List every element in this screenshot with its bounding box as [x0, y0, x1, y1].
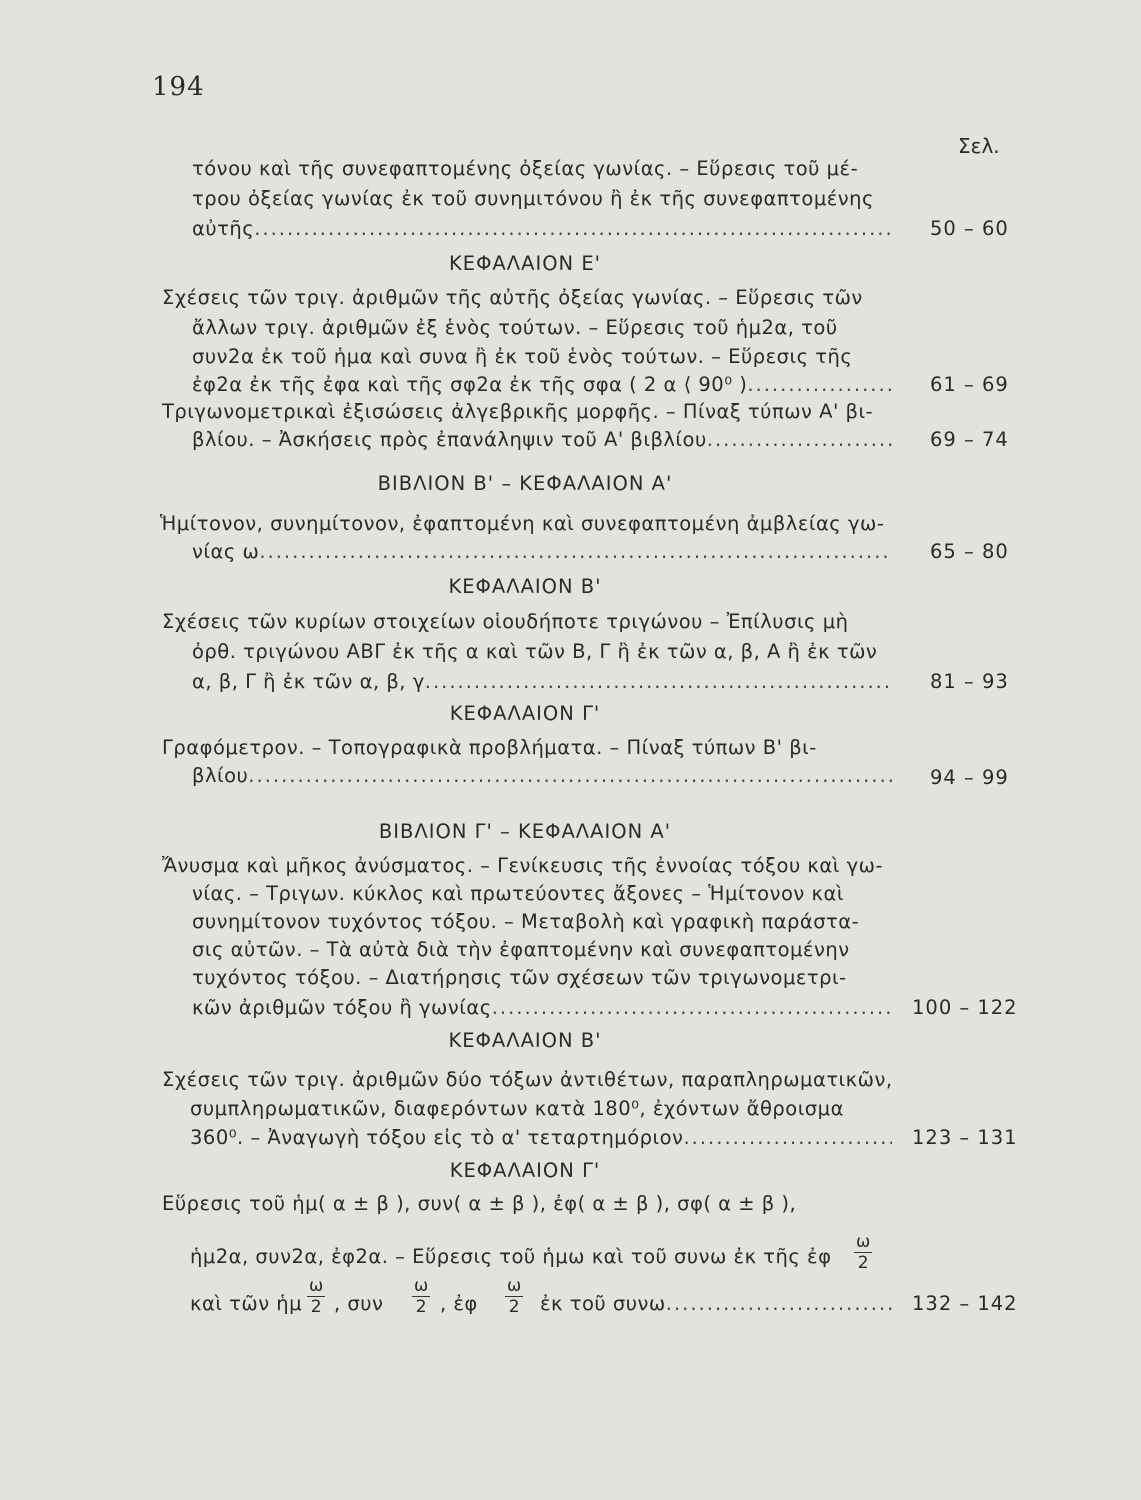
dot-leader [747, 371, 892, 399]
fraction-omega-over-2 [505, 1276, 523, 1317]
fraction-denominator: 2 [310, 1297, 322, 1317]
chapter-heading: ΚΕΦΑΛΑΙΟΝ Β' [448, 1029, 602, 1052]
toc-line: καὶ τῶν ἡμ [190, 1292, 303, 1315]
toc-line [540, 1290, 892, 1318]
fraction-numerator: ω [507, 1276, 522, 1296]
toc-text: α, β, Γ ἢ ἐκ τῶν α, β, γ [192, 670, 425, 693]
page-column-header: Σελ. [958, 134, 1000, 158]
page-number: 194 [152, 72, 205, 102]
toc-line: , ἐφ [440, 1292, 478, 1315]
toc-line: , συν [334, 1292, 384, 1315]
book-heading: ΒΙΒΛΙΟΝ Γ' – ΚΕΦΑΛΑΙΟΝ Α' [378, 820, 672, 843]
toc-line: συμπληρωματικῶν, διαφερόντων κατὰ 180⁰, ἐχόντων ἄθροισμα [190, 1097, 844, 1120]
book-heading: ΒΙΒΛΙΟΝ Β' – ΚΕΦΑΛΑΙΟΝ Α' [377, 472, 673, 495]
toc-line: τόνου καὶ τῆς συνεφαπτομένης ὀξείας γωνίας. – Εὕρεσις τοῦ μέ- [192, 157, 859, 180]
toc-line: Εὕρεσις τοῦ ἡμ( α ± β ), συν( α ± β ), ἐφ( α ± β ), σφ( α ± β ), [162, 1192, 797, 1215]
toc-line: Ἡμίτονον, συνημίτονον, ἐφαπτομένη καὶ συνεφαπτομένη ἀμβλείας γω- [160, 512, 885, 535]
dot-leader [683, 1124, 892, 1152]
toc-line: Τριγωνομετρικαὶ ἐξισώσεις ἀλγεβρικῆς μορφῆς. – Πίναξ τύπων Α' βι- [162, 400, 874, 423]
toc-text: ἐφ2α ἐκ τῆς ἐφα καὶ τῆς σφ2α ἐκ τῆς σφα ( 2 α ⟨ 90⁰ ) [192, 373, 748, 396]
toc-line: τρου ὀξείας γωνίας ἐκ τοῦ συνημιτόνου ἢ ἐκ τῆς συνεφαπτομένης [192, 187, 874, 210]
toc-line: Σχέσεις τῶν τριγ. ἀριθμῶν δύο τόξων ἀντιθέτων, παραπληρωματικῶν, [162, 1068, 893, 1091]
chapter-heading: ΚΕΦΑΛΑΙΟΝ Ε' [448, 252, 602, 275]
fraction-omega-over-2 [307, 1276, 325, 1317]
toc-text: βλίου [192, 764, 249, 787]
toc-line: Γραφόμετρον. – Τοπογραφικὰ προβλήματα. – Πίναξ τύπων Β' βι- [162, 736, 817, 759]
page-range: 65 – 80 [930, 540, 1009, 563]
toc-line: Σχέσεις τῶν τριγ. ἀριθμῶν τῆς αὐτῆς ὀξείας γωνίας. – Εὕρεσις τῶν [162, 286, 863, 309]
dot-leader [425, 668, 892, 696]
toc-line: Ἄνυσμα καὶ μῆκος ἀνύσματος. – Γενίκευσις τῆς ἐννοίας τόξου καὶ γω- [162, 854, 883, 877]
dot-leader [259, 538, 892, 566]
toc-line: νίας. – Τριγων. κύκλος καὶ πρωτεύοντες ἄξονες – Ἡμίτονον καὶ [192, 882, 844, 905]
page-range: 132 – 142 [912, 1292, 1018, 1315]
toc-text: νίας ω [192, 540, 260, 563]
toc-line [192, 762, 892, 790]
page-range: 123 – 131 [912, 1126, 1018, 1149]
toc-line [192, 994, 892, 1022]
fraction-denominator: 2 [508, 1297, 520, 1317]
page-range: 61 – 69 [930, 373, 1009, 396]
toc-text: αὐτῆς [192, 217, 255, 240]
toc-line [190, 1124, 892, 1152]
dot-leader [707, 426, 892, 454]
page-range: 94 – 99 [930, 766, 1009, 789]
dot-leader [254, 215, 892, 243]
toc-line: τυχόντος τόξου. – Διατήρησις τῶν σχέσεων τῶν τριγωνομετρι- [192, 966, 847, 989]
fraction-omega-over-2 [854, 1232, 872, 1273]
toc-line [192, 371, 892, 399]
fraction-omega-over-2 [412, 1276, 430, 1317]
fraction-numerator: ω [414, 1276, 429, 1296]
toc-text: κῶν ἀριθμῶν τόξου ἢ γωνίας [192, 996, 492, 1019]
dot-leader [666, 1290, 892, 1318]
toc-text: ἐκ τοῦ συνω [540, 1292, 666, 1315]
fraction-denominator: 2 [857, 1253, 869, 1273]
toc-text: 360⁰. – Ἀναγωγὴ τόξου εἰς τὸ α' τεταρτημόριον [190, 1126, 684, 1149]
toc-line: Σχέσεις τῶν κυρίων στοιχείων οἱουδήποτε τριγώνου – Ἐπίλυσις μὴ [162, 610, 849, 633]
fraction-numerator: ω [856, 1232, 871, 1252]
toc-line: ὀρθ. τριγώνου ΑΒΓ ἐκ τῆς α καὶ τῶν Β, Γ ἢ ἐκ τῶν α, β, Α ἢ ἐκ τῶν [192, 640, 878, 663]
fraction-denominator: 2 [415, 1297, 427, 1317]
fraction-numerator: ω [309, 1276, 324, 1296]
toc-line [192, 538, 892, 566]
toc-line: συν2α ἐκ τοῦ ἡμα καὶ συνα ἢ ἐκ τοῦ ἑνὸς τούτων. – Εὕρεσις τῆς [192, 345, 853, 368]
page-range: 50 – 60 [930, 217, 1009, 240]
chapter-heading: ΚΕΦΑΛΑΙΟΝ Γ' [449, 702, 601, 725]
toc-line: συνημίτονον τυχόντος τόξου. – Μεταβολὴ καὶ γραφικὴ παράστα- [192, 910, 860, 933]
toc-line [192, 668, 892, 696]
page-range: 81 – 93 [930, 670, 1009, 693]
dot-leader [248, 762, 892, 790]
toc-line: σις αὐτῶν. – Τὰ αὐτὰ διὰ τὴν ἐφαπτομένην καὶ συνεφαπτομένην [192, 938, 850, 961]
dot-leader [492, 994, 892, 1022]
toc-line: ἡμ2α, συν2α, ἐφ2α. – Εὕρεσις τοῦ ἡμω καὶ τοῦ συνω ἐκ τῆς ἐφ [190, 1245, 832, 1268]
toc-text: βλίου. – Ἀσκήσεις πρὸς ἐπανάληψιν τοῦ Α' βιβλίου [192, 428, 707, 451]
toc-line: ἄλλων τριγ. ἀριθμῶν ἐξ ἑνὸς τούτων. – Εὕρεσις τοῦ ἡμ2α, τοῦ [192, 316, 838, 339]
page-range: 100 – 122 [912, 996, 1018, 1019]
page-range: 69 – 74 [930, 428, 1009, 451]
toc-line [192, 215, 892, 243]
toc-line [192, 426, 892, 454]
chapter-heading: ΚΕΦΑΛΑΙΟΝ Γ' [449, 1159, 601, 1182]
chapter-heading: ΚΕΦΑΛΑΙΟΝ Β' [448, 575, 602, 598]
